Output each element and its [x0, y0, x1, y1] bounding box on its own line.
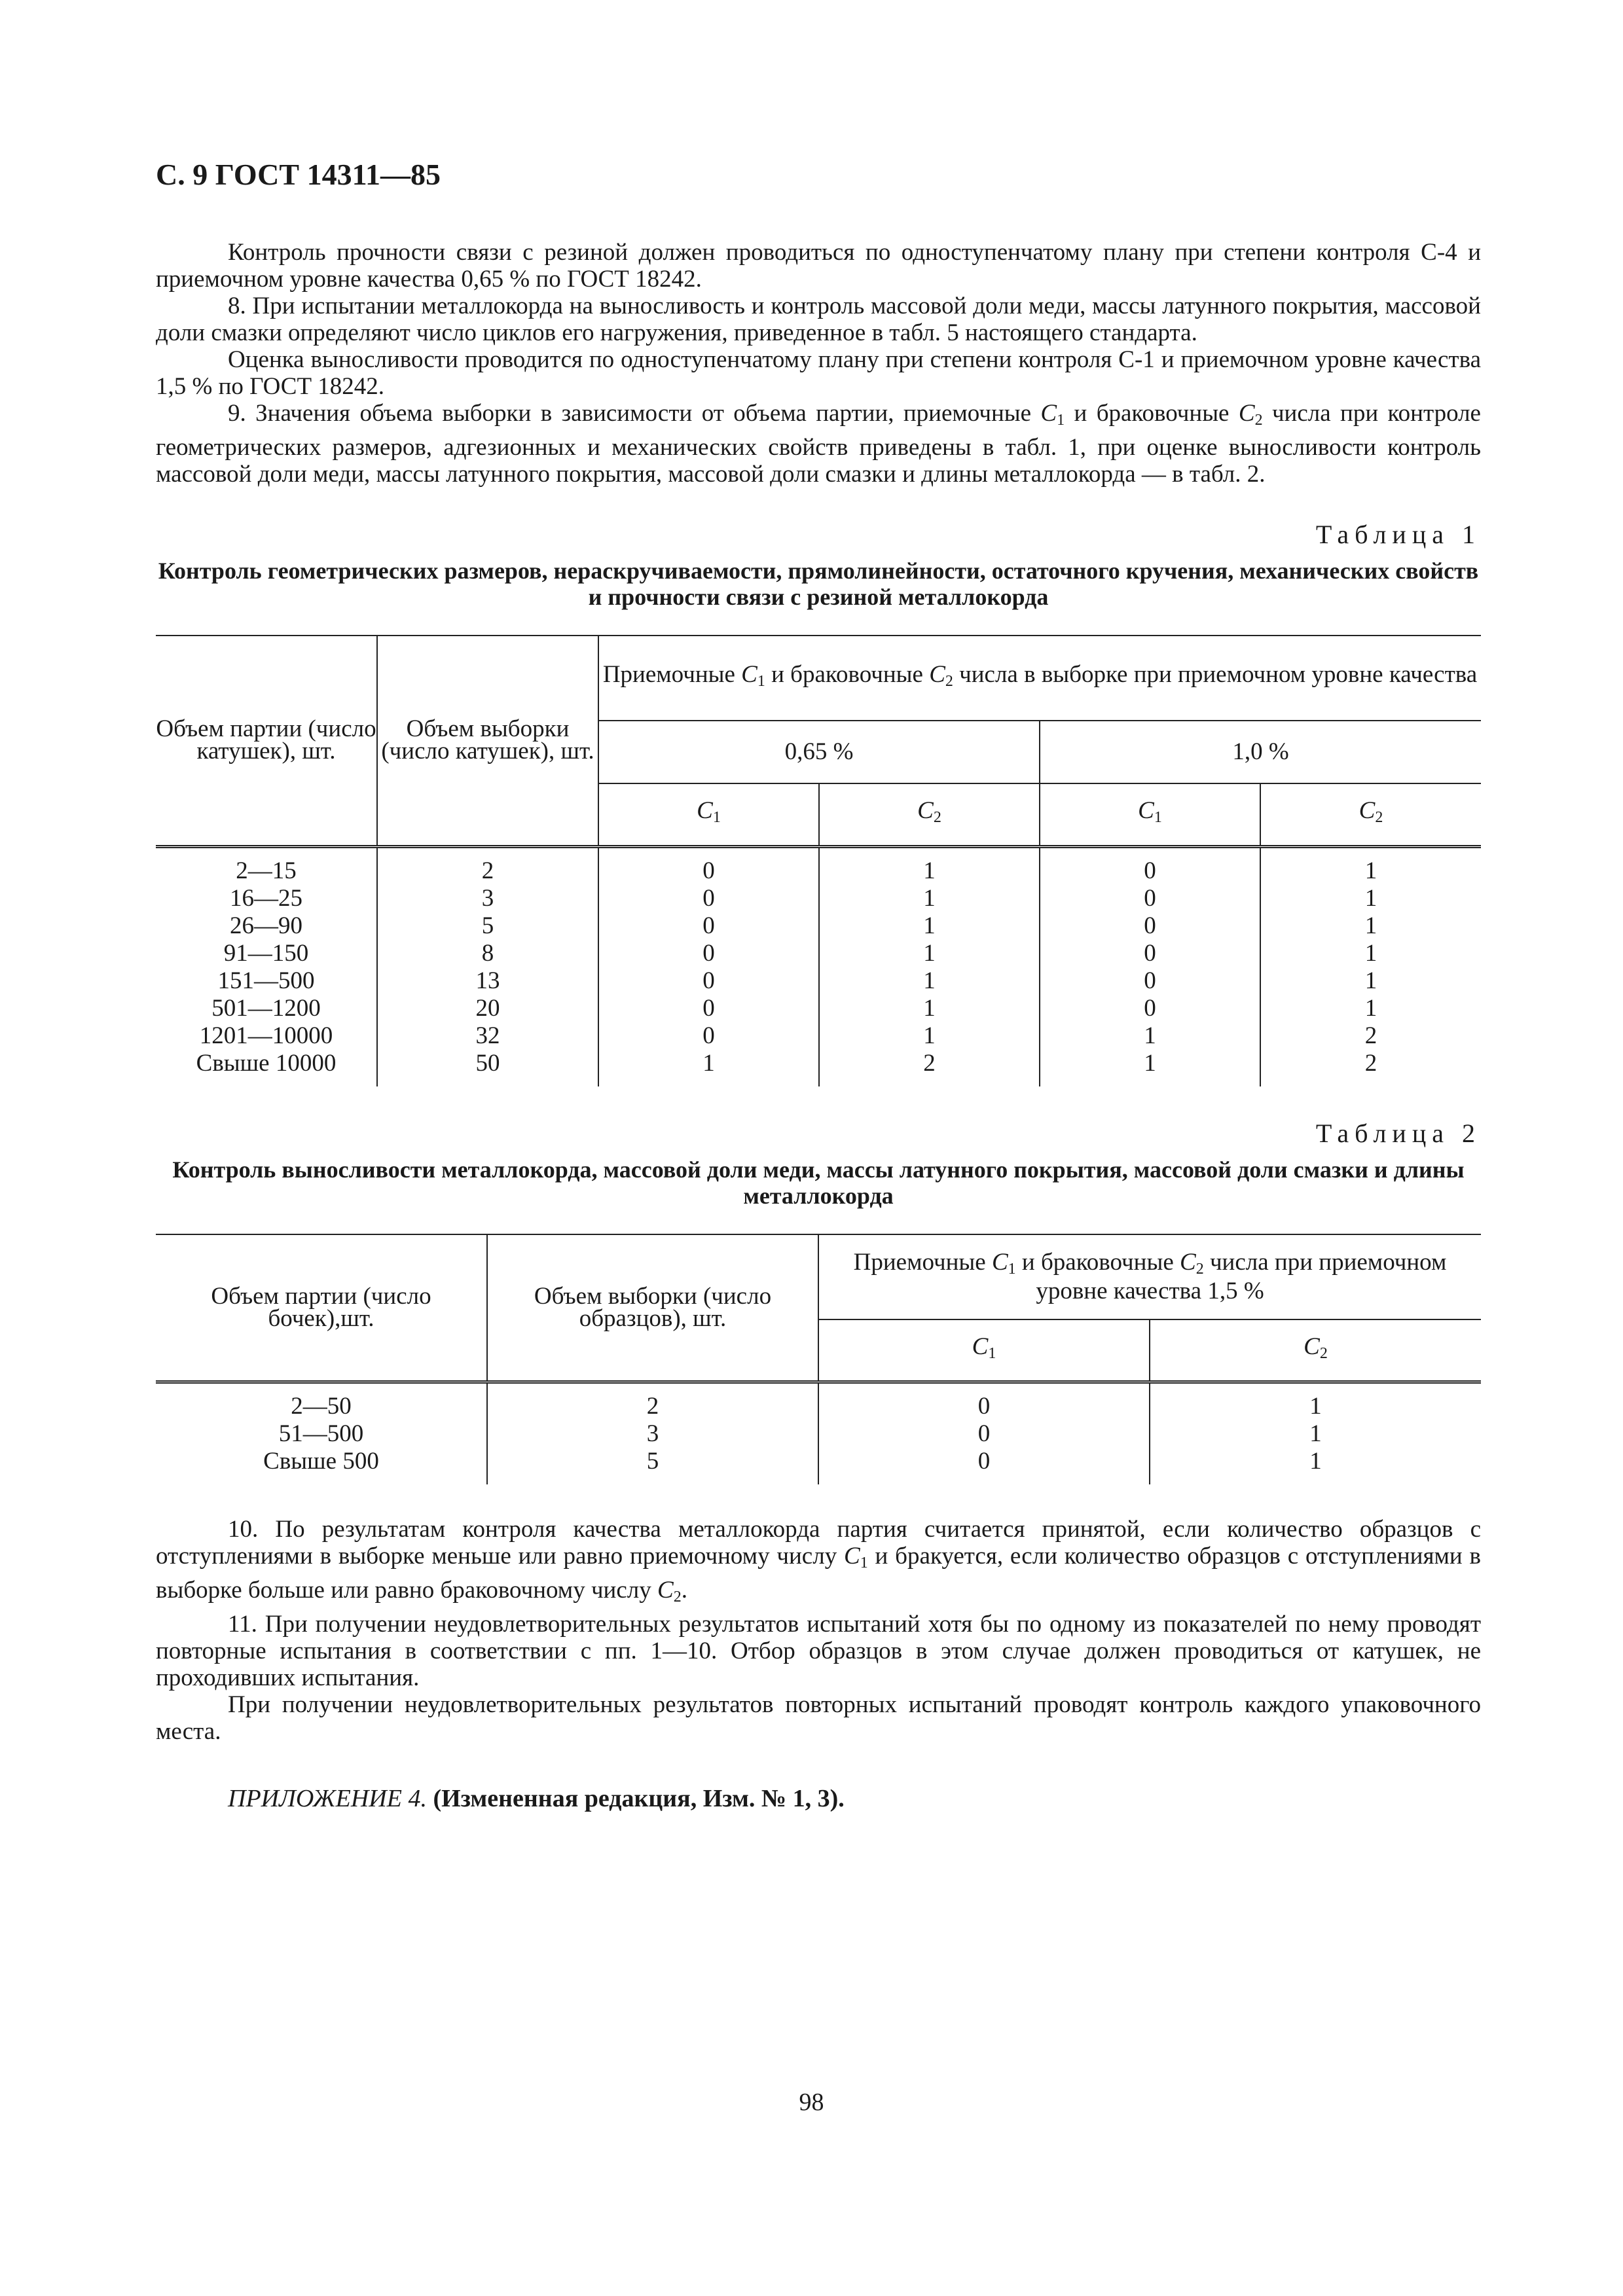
- table-1-header-level-10: 1,0 %: [1040, 721, 1481, 783]
- table-row: [156, 995, 1481, 1022]
- subscript: 1: [988, 1344, 996, 1362]
- table-2-header-c1: [818, 1319, 1150, 1382]
- table-cell: 1: [819, 940, 1040, 967]
- symbol-c: C: [1138, 797, 1154, 825]
- table-1-label: Таблица 1: [1315, 520, 1481, 549]
- table-cell: 2: [819, 1050, 1040, 1086]
- table-cell: 0: [818, 1448, 1150, 1484]
- text-fragment: и браковочные: [765, 661, 930, 688]
- text-fragment: 9. Значения объема выборки в зависимости от объема партии, приемочные: [228, 400, 1041, 427]
- subscript: 2: [1195, 1260, 1204, 1278]
- symbol-c: C: [1304, 1333, 1320, 1360]
- table-cell: 5: [487, 1448, 818, 1484]
- table-cell: 1: [1260, 912, 1481, 940]
- subscript: 1: [757, 673, 765, 690]
- table-cell: 3: [487, 1420, 818, 1448]
- subscript: 2: [1254, 412, 1263, 429]
- text-fragment: .: [681, 1577, 687, 1604]
- table-row: [156, 1050, 1481, 1086]
- page-header: С. 9 ГОСТ 14311—85: [156, 158, 441, 191]
- table-cell: 0: [598, 912, 819, 940]
- table-cell: 8: [377, 940, 598, 967]
- table-cell: 20: [377, 995, 598, 1022]
- subscript: 2: [1375, 809, 1383, 827]
- table-cell: 1: [1260, 846, 1481, 885]
- table-cell: 26—90: [230, 912, 302, 939]
- table-cell: 1: [1040, 1022, 1260, 1050]
- symbol-c: C: [1180, 1248, 1196, 1276]
- subscript: 2: [945, 673, 953, 690]
- table-cell: 91—150: [223, 939, 309, 967]
- table-cell: 0: [598, 940, 819, 967]
- table-cell: 50: [377, 1050, 598, 1086]
- table-cell: 501—1200: [211, 994, 321, 1022]
- subscript: 2: [1319, 1344, 1328, 1362]
- table-cell: 1: [819, 912, 1040, 940]
- table-1-header-group: [598, 636, 1481, 721]
- subscript: 1: [860, 1554, 868, 1571]
- table-cell: 0: [1040, 940, 1260, 967]
- table-2: [156, 1234, 1481, 1485]
- table-cell: Свыше 500: [263, 1448, 379, 1475]
- table-1-header-c1: [598, 783, 819, 846]
- table-cell: 51—500: [278, 1420, 364, 1447]
- table-cell: 2: [487, 1382, 818, 1421]
- table-cell: 1: [1260, 885, 1481, 912]
- table-cell: 3: [377, 885, 598, 912]
- symbol-c: C: [697, 797, 713, 825]
- table-cell: 2: [1260, 1050, 1481, 1086]
- paragraph: Контроль прочности связи с резиной должен проводиться по одноступенчатому плану при степени контроля С-4 и приемочном уровне качества 0,65 % по ГОСТ 18242.: [156, 239, 1481, 293]
- symbol-c: C: [844, 1543, 860, 1570]
- text-fragment: и браковочные: [1065, 400, 1239, 427]
- page-number: 98: [799, 2089, 824, 2116]
- table-cell: 1: [598, 1050, 819, 1086]
- table-cell: 2: [1260, 1022, 1481, 1050]
- table-cell: 0: [1040, 912, 1260, 940]
- table-cell: 0: [1040, 967, 1260, 995]
- symbol-c: C: [1359, 797, 1376, 825]
- annex-revision: (Измененная редакция, Изм. № 1, 3).: [426, 1785, 845, 1812]
- table-1: [156, 635, 1481, 1086]
- table-cell: 1: [819, 967, 1040, 995]
- table-cell: 2: [377, 846, 598, 885]
- paragraph: 8. При испытании металлокорда на выносливость и контроль массовой доли меди, массы латунного покрытия, массовой доли смазки определяют число циклов его нагружения, приведенное в табл. 5 настоящего стандарта.: [156, 293, 1481, 346]
- table-cell: 0: [598, 885, 819, 912]
- table-cell: 0: [598, 1022, 819, 1050]
- table-cell: 16—25: [230, 884, 302, 912]
- text-fragment: и бракуется, если количество образцов с отступлениями в выборке больше или равно браковочному числу: [156, 1543, 1481, 1604]
- table-cell: 0: [1040, 885, 1260, 912]
- symbol-c: C: [741, 661, 757, 688]
- table-cell: 0: [818, 1382, 1150, 1421]
- subscript: 1: [1008, 1260, 1016, 1278]
- table-cell: 1: [1040, 1050, 1260, 1086]
- table-cell: 0: [818, 1420, 1150, 1448]
- subscript: 1: [1154, 809, 1162, 827]
- table-cell: 1: [819, 995, 1040, 1022]
- symbol-c: C: [1040, 400, 1057, 427]
- table-2-label: Таблица 2: [1315, 1118, 1481, 1148]
- table-2-header-lot: Объем партии (число бочек),шт.: [156, 1234, 487, 1382]
- table-row: [156, 1382, 1481, 1421]
- text-fragment: Приемочные: [602, 661, 742, 688]
- subscript: 2: [933, 809, 941, 827]
- table-cell: 1: [819, 885, 1040, 912]
- table-row: [156, 1022, 1481, 1050]
- table-cell: 1: [1260, 967, 1481, 995]
- subscript: 2: [673, 1588, 682, 1605]
- table-cell: 1: [1150, 1382, 1481, 1421]
- annex-title: ПРИЛОЖЕНИЕ 4.: [228, 1785, 427, 1812]
- table-cell: 13: [377, 967, 598, 995]
- table-cell: 1: [819, 1022, 1040, 1050]
- table-cell: 0: [598, 967, 819, 995]
- subscript: 1: [712, 809, 721, 827]
- table-row: [156, 940, 1481, 967]
- table-2-header-c2: [1150, 1319, 1481, 1382]
- table-cell: 1: [1260, 940, 1481, 967]
- symbol-c: C: [917, 797, 934, 825]
- text-fragment: Приемочные: [853, 1248, 992, 1276]
- table-1-header-level-065: 0,65 %: [598, 721, 1040, 783]
- table-1-header-c2: [819, 783, 1040, 846]
- table-cell: 1201—10000: [199, 1022, 333, 1049]
- paragraph: Оценка выносливости проводится по одноступенчатому плану при степени контроля С-1 и приемочном уровне качества 1,5 % по ГОСТ 18242.: [156, 346, 1481, 400]
- table-row: [156, 1448, 1481, 1484]
- table-cell: 32: [377, 1022, 598, 1050]
- table-2-header-sample: Объем выборки (число образцов), шт.: [487, 1234, 818, 1382]
- table-cell: 0: [1040, 846, 1260, 885]
- paragraph: 11. При получении неудовлетворительных результатов испытаний хотя бы по одному из показателей по нему проводят повторные испытания в соответствии с пп. 1—10. Отбор образцов в этом случае должен проводиться от катушек, не проходивших испытания.: [156, 1611, 1481, 1691]
- table-cell: 2—50: [291, 1393, 352, 1420]
- paragraph: При получении неудовлетворительных результатов повторных испытаний проводят контроль каждого упаковочного места.: [156, 1691, 1481, 1745]
- table-cell: 151—500: [217, 967, 315, 994]
- table-cell: 0: [598, 846, 819, 885]
- table-row: [156, 846, 1481, 885]
- paragraph-10: [156, 1516, 1481, 1611]
- table-cell: 0: [598, 995, 819, 1022]
- document-page: [156, 157, 1481, 1813]
- text-fragment: и браковочные: [1015, 1248, 1180, 1276]
- table-1-header-c2: [1260, 783, 1481, 846]
- table-2-caption: Контроль выносливости металлокорда, массовой доли меди, массы латунного покрытия, массовой доли смазки и длины металлокорда: [172, 1156, 1465, 1209]
- table-cell: Свыше 10000: [196, 1049, 337, 1077]
- table-2-header-group: [818, 1234, 1481, 1319]
- table-cell: 2—15: [236, 857, 297, 884]
- table-cell: 1: [1150, 1448, 1481, 1484]
- table-1-header-sample: Объем выборки (число катушек), шт.: [377, 636, 598, 846]
- table-cell: 0: [1040, 995, 1260, 1022]
- table-row: [156, 1420, 1481, 1448]
- table-row: [156, 967, 1481, 995]
- subscript: 1: [1057, 412, 1065, 429]
- symbol-c: C: [991, 1248, 1008, 1276]
- table-cell: 1: [1150, 1420, 1481, 1448]
- text-fragment: числа в выборке при приемочном уровне качества: [953, 661, 1478, 688]
- paragraph-9: [156, 400, 1481, 488]
- table-row: [156, 885, 1481, 912]
- text-fragment: 10. По результатам контроля качества металлокорда партия считается принятой, если количество образцов с отступлениями в выборке меньше или равно приемочному числу: [156, 1516, 1481, 1570]
- annex-note: [156, 1784, 1481, 1813]
- table-cell: 1: [1260, 995, 1481, 1022]
- text-fragment: числа при приемочном уровне качества 1,5 %: [1036, 1248, 1447, 1304]
- symbol-c: C: [657, 1577, 674, 1604]
- table-cell: 1: [819, 846, 1040, 885]
- symbol-c: C: [929, 661, 945, 688]
- symbol-c: C: [1238, 400, 1255, 427]
- text-fragment: числа при контроле геометрических размеров, адгезионных и механических свойств приведены в табл. 1, при оценке выносливости контроль массовой доли меди, массы латунного покрытия, массовой доли смазки и длины металлокорда — в табл. 2.: [156, 400, 1481, 488]
- table-1-header-lot: Объем партии (число катушек), шт.: [156, 636, 377, 846]
- table-cell: 5: [377, 912, 598, 940]
- symbol-c: C: [972, 1333, 989, 1360]
- table-1-caption: Контроль геометрических размеров, нераскручиваемости, прямолинейности, остаточного кручения, механических свойств и прочности связи с резиной металлокорда: [158, 558, 1479, 610]
- table-1-header-c1: [1040, 783, 1260, 846]
- table-row: [156, 912, 1481, 940]
